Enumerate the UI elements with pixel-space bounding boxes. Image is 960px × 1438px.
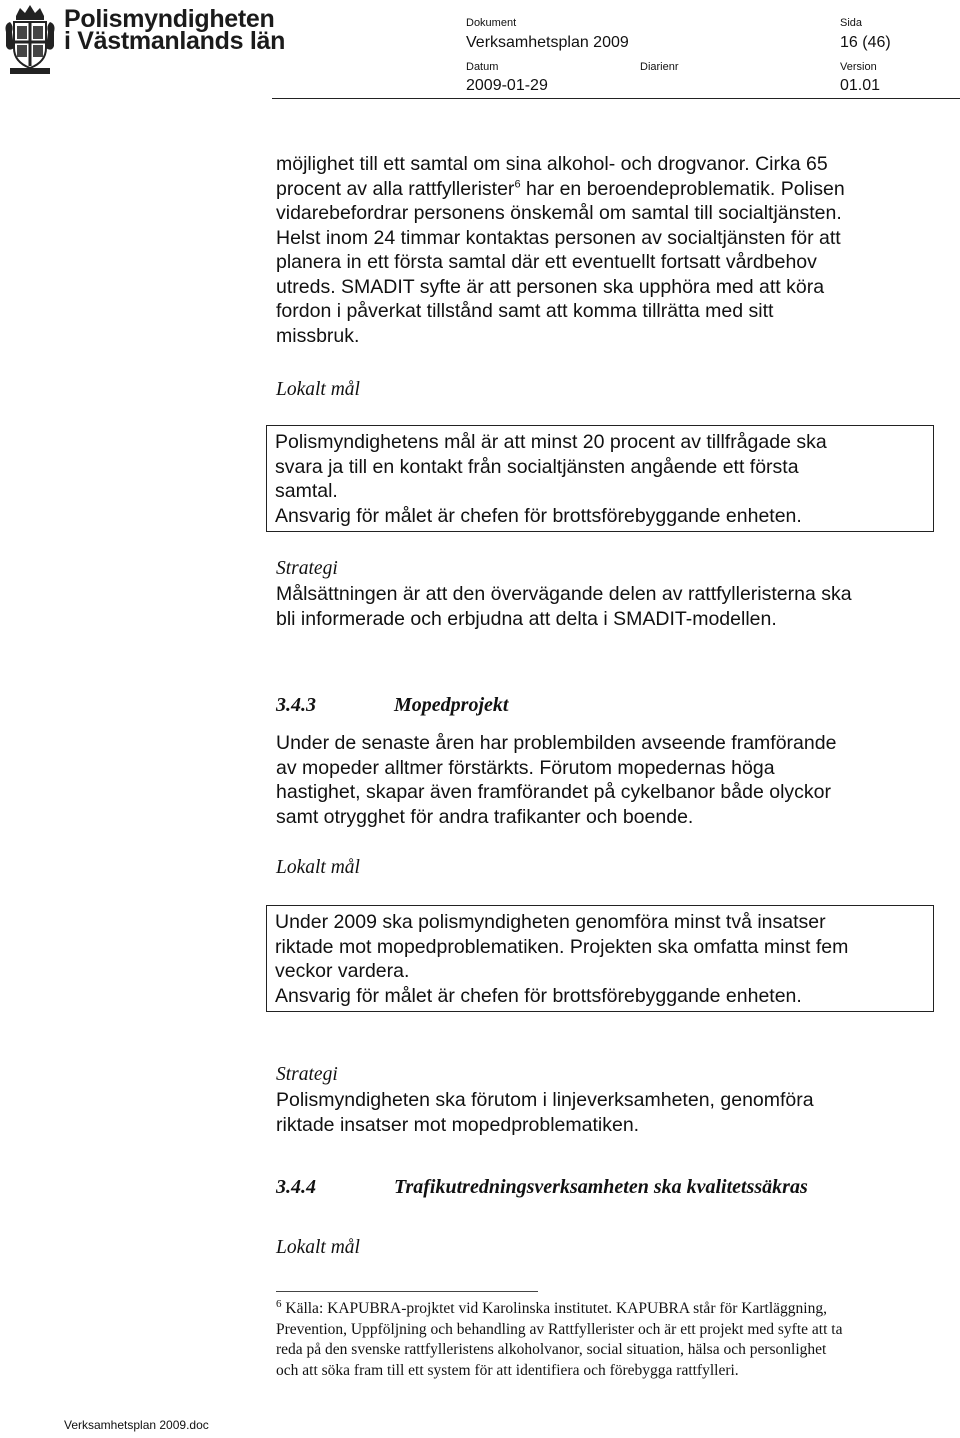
strategi-heading: Strategi — [276, 558, 338, 579]
goal-box — [266, 905, 934, 1012]
text-line: planera in ett första samtal där ett eventuellt fortsatt vårdbehov — [276, 251, 817, 273]
diarienr-label: Diarienr — [640, 61, 679, 73]
text-line: Under 2009 ska polismyndigheten genomföra minst två insatser — [275, 911, 826, 933]
section-title: Trafikutredningsverksamheten ska kvalitetssäkras — [394, 1176, 808, 1198]
text-line: bli informerade och erbjudna att delta i SMADIT-modellen. — [276, 607, 777, 630]
version-value: 01.01 — [840, 77, 881, 94]
lokalt-mal-heading: Lokalt mål — [276, 857, 360, 878]
datum-label: Datum — [466, 61, 499, 73]
text-line: veckor vardera. — [275, 960, 410, 982]
text-line: möjlighet till ett samtal om sina alkohol- och drogvanor. Cirka 65 — [276, 153, 828, 175]
text-line: reda på den svenske rattfylleristens alkoholvanor, social situation, hälsa och personlighet — [276, 1341, 827, 1358]
sida-value: 16 (46) — [840, 34, 891, 51]
text-line: procent av alla rattfyllerister$^6$ har en beroendeproblematik. Polisen — [276, 177, 845, 200]
text-line: Polismyndigheten ska förutom i linjeverksamheten, genomföra — [276, 1089, 814, 1111]
footnote-number: 6 — [276, 1297, 282, 1310]
page-footer: Verksamhetsplan 2009.doc — [64, 1418, 209, 1432]
header-divider — [272, 98, 960, 99]
text-line: utreds. SMADIT syfte är att personen ska upphöra med att köra — [276, 275, 825, 298]
section-title: Mopedprojekt — [394, 694, 509, 716]
strategi-text — [276, 1088, 944, 1137]
org-name-line1: Polismyndigheten — [64, 5, 275, 33]
org-name-line2: i Västmanlands län — [64, 27, 286, 55]
section-number: 3.4.4 — [276, 1176, 316, 1198]
intro-paragraph — [276, 152, 944, 348]
text-line: Helst inom 24 timmar kontaktas personen av socialtjänsten för att — [276, 226, 841, 249]
text-line: samt otrygghet för andra trafikanter och boende. — [276, 805, 694, 828]
text-line: riktade insatser mot mopedproblematiken. — [276, 1113, 640, 1136]
footnote-ref[interactable]: 6 — [514, 178, 521, 190]
text-line: Polismyndighetens mål är att minst 20 procent av tillfrågade ska — [275, 431, 827, 453]
dokument-value: Verksamhetsplan 2009 — [466, 34, 629, 51]
text-line: Under de senaste åren har problembilden avseende framförande — [276, 732, 837, 754]
text-line: fordon i påverkat tillstånd samt att komma tillrätta med sitt — [276, 300, 774, 322]
section-paragraph — [276, 731, 944, 829]
text-line: av mopeder alltmer förstärkts. Förutom mopedernas höga — [276, 756, 775, 779]
section-number: 3.4.3 — [276, 694, 316, 716]
datum-value: 2009-01-29 — [466, 77, 548, 94]
strategi-text — [276, 582, 944, 631]
footnote — [276, 1299, 944, 1381]
text-line: samtal. — [275, 480, 338, 502]
text-line: Målsättningen är att den övervägande delen av rattfylleristerna ska — [276, 583, 852, 605]
text-line: Prevention, Uppföljning och behandling av Rattfyllerister och är ett projekt med syfte att ta — [276, 1320, 843, 1338]
lokalt-mal-heading: Lokalt mål — [276, 379, 360, 400]
lokalt-mal-heading: Lokalt mål — [276, 1237, 360, 1258]
text-line: hastighet, skapar även framförandet på cykelbanor både olyckor — [276, 781, 831, 803]
goal-box — [266, 425, 934, 532]
text-line: Ansvarig för målet är chefen för brottsförebyggande enheten. — [275, 504, 802, 527]
text-line: missbruk. — [276, 324, 360, 347]
goal-text — [275, 430, 925, 528]
version-label: Version — [840, 61, 877, 73]
coat-of-arms-logo — [4, 2, 56, 76]
dokument-label: Dokument — [466, 17, 517, 29]
text-line: vidarebefordrar personens önskemål om samtal till socialtjänsten. — [276, 202, 842, 224]
text-line: svara ja till en kontakt från socialtjänsten angående ett första — [275, 455, 799, 478]
text-line: $^6$ Källa: KAPUBRA-projktet vid Karolinska institutet. KAPUBRA står för Kartläggning, — [276, 1297, 827, 1317]
footnote-separator — [276, 1291, 538, 1292]
text-line: Ansvarig för målet är chefen för brottsförebyggande enheten. — [275, 984, 802, 1007]
text-line: riktade mot mopedproblematiken. Projekten ska omfatta minst fem — [275, 935, 849, 958]
text-line: och att söka fram till ett system för att identifiera och förebygga rattfylleri. — [276, 1361, 739, 1379]
goal-text — [275, 910, 925, 1008]
sida-label: Sida — [840, 17, 863, 29]
strategi-heading: Strategi — [276, 1064, 338, 1085]
